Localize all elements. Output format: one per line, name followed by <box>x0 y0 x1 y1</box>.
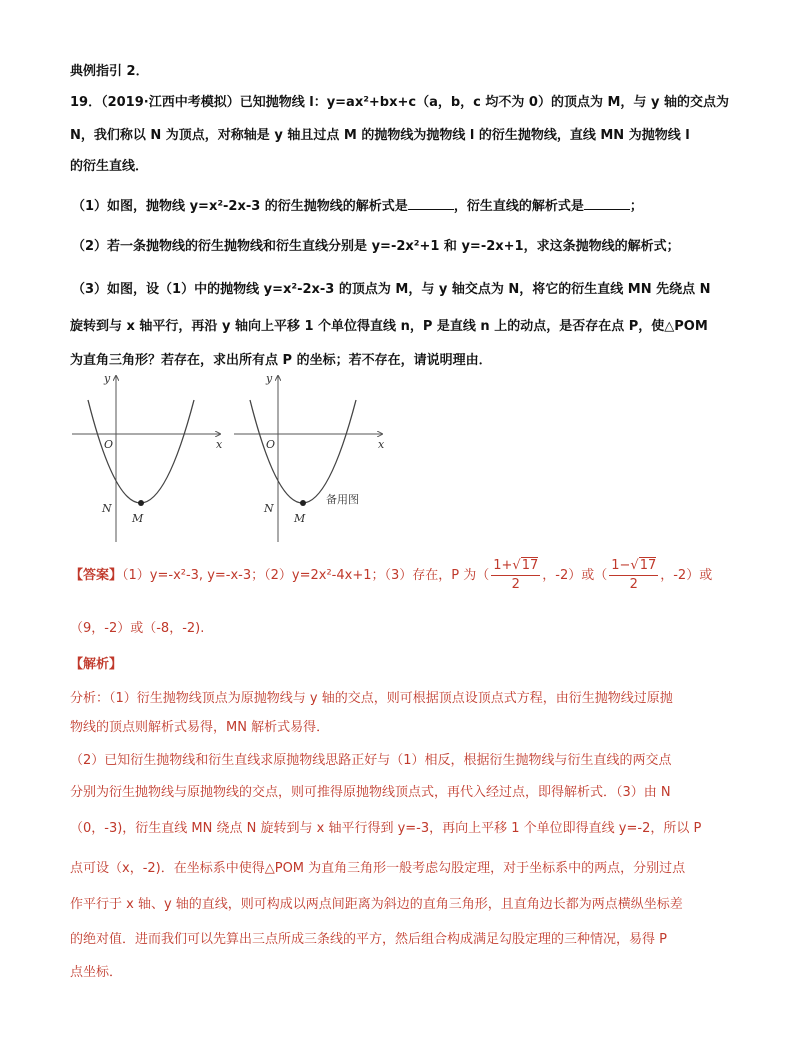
question-1 <box>72 197 643 216</box>
analysis-line-6: 点可设（x，-2)．在坐标系中使得△POM 为直角三角形一般考虑勾股定理，对于坐标系中的两点，分别过点 <box>70 861 686 876</box>
spare-x-axis-label: x <box>378 438 385 451</box>
spare-y-axis-label: y <box>266 372 273 385</box>
analysis-line-8: 的绝对值．进而我们可以先算出三点所成三条线的平方，然后组合构成满足勾股定理的三种情况，易得 P <box>70 932 667 947</box>
section-heading: 典例指引 2． <box>70 64 149 79</box>
point-n-label: N <box>102 502 112 515</box>
answer-blank-1 <box>408 197 454 210</box>
analysis-line-2: 物线的顶点则解析式易得，MN 解析式易得． <box>70 720 330 735</box>
spare-figure-caption: 备用图 <box>326 493 359 506</box>
spare-origin-label: O <box>266 438 276 451</box>
vertex-m-point <box>138 500 144 506</box>
answer-text-mid: ，-2）或（ <box>542 568 608 583</box>
spare-point-n-label: N <box>264 502 274 515</box>
y-axis-label: y <box>104 372 111 385</box>
problem-line-2: N，我们称以 N 为顶点，对称轴是 y 轴且过点 M 的抛物线为抛物线 l 的衍生抛物线，直线 MN 为抛物线 l <box>70 128 690 143</box>
parabola-figure <box>68 370 228 550</box>
fraction-1-den: 2 <box>511 577 520 592</box>
question-1-text-a: （1）如图，抛物线 y=x²-2x-3 的衍生抛物线的解析式是 <box>72 199 408 214</box>
analysis-line-4: 分别为衍生抛物线与原抛物线的交点，则可推得原抛物线顶点式，再代入经过点，即得解析式．（3）由 N <box>70 785 671 800</box>
answer-text-1: （1）y=-x²-3, y=-x-3；（2）y=2x²-4x+1；（3）存在，P 为（ <box>122 568 490 583</box>
question-3-line-2: 旋转到与 x 轴平行，再沿 y 轴向上平移 1 个单位得直线 n，P 是直线 n 上的动点，是否存在点 P，使△POM <box>70 319 708 334</box>
spare-vertex-m-point <box>300 500 306 506</box>
analysis-line-5: （0，-3)，衍生直线 MN 绕点 N 旋转到与 x 轴平行得到 y=-3，再向上平移 1 个单位即得直线 y=-2，所以 P <box>70 821 702 836</box>
question-3-line-3: 为直角三角形？若存在，求出所有点 P 的坐标；若不存在，请说明理由． <box>70 353 492 368</box>
problem-line-1: 19．（2019·江西中考模拟）已知抛物线 l：y=ax²+bx+c（a，b，c 均不为 0）的顶点为 M，与 y 轴的交点为 <box>70 95 729 110</box>
fraction-1: $\frac{1+√17}{2}$ <box>493 558 539 592</box>
analysis-tag: 【解析】 <box>70 657 123 672</box>
parabola-curve <box>88 400 194 503</box>
fraction-2-den: 2 <box>629 577 638 592</box>
point-m-label: M <box>132 512 144 525</box>
fraction-2-num-prefix: 1− <box>611 558 631 573</box>
analysis-line-9: 点坐标． <box>70 965 123 980</box>
x-axis-label: x <box>216 438 223 451</box>
question-3-line-1: （3）如图，设（1）中的抛物线 y=x²-2x-3 的顶点为 M，与 y 轴交点为 N，将它的衍生直线 MN 先绕点 N <box>72 282 711 297</box>
question-1-text-b: ，衍生直线的解析式是 <box>453 199 584 214</box>
fraction-2-radicand: 17 <box>639 558 657 573</box>
analysis-line-1: 分析：（1）衍生抛物线顶点为原抛物线与 y 轴的交点，则可根据顶点设顶点式方程，由衍生抛物线过原抛 <box>70 691 673 706</box>
question-1-text-c: ； <box>629 199 643 214</box>
origin-label: O <box>104 438 114 451</box>
answer-blank-2 <box>584 197 630 210</box>
analysis-line-3: （2）已知衍生抛物线和衍生直线求原抛物线思路正好与（1）相反，根据衍生抛物线与衍生直线的两交点 <box>70 753 672 768</box>
spare-point-m-label: M <box>294 512 306 525</box>
answer-text-end: ，-2）或 <box>660 568 713 583</box>
spare-parabola-curve <box>250 400 356 503</box>
answer-tag: 【答案】 <box>70 568 123 583</box>
fraction-1-num-prefix: 1+ <box>493 558 513 573</box>
fraction-1-radicand: 17 <box>521 558 539 573</box>
answer-line-1 <box>70 558 712 593</box>
question-2: （2）若一条抛物线的衍生抛物线和衍生直线分别是 y=-2x²+1 和 y=-2x+1，求这条抛物线的解析式； <box>72 239 680 254</box>
fraction-2: $\frac{1-√17}{2}$ <box>611 558 657 592</box>
answer-line-2: （9，-2）或（-8，-2). <box>70 621 205 636</box>
spare-parabola-figure <box>230 370 390 550</box>
problem-line-3: 的衍生直线． <box>70 159 149 174</box>
analysis-line-7: 作平行于 x 轴、y 轴的直线，则可构成以两点间距离为斜边的直角三角形，且直角边长都为两点横纵坐标差 <box>70 897 683 912</box>
